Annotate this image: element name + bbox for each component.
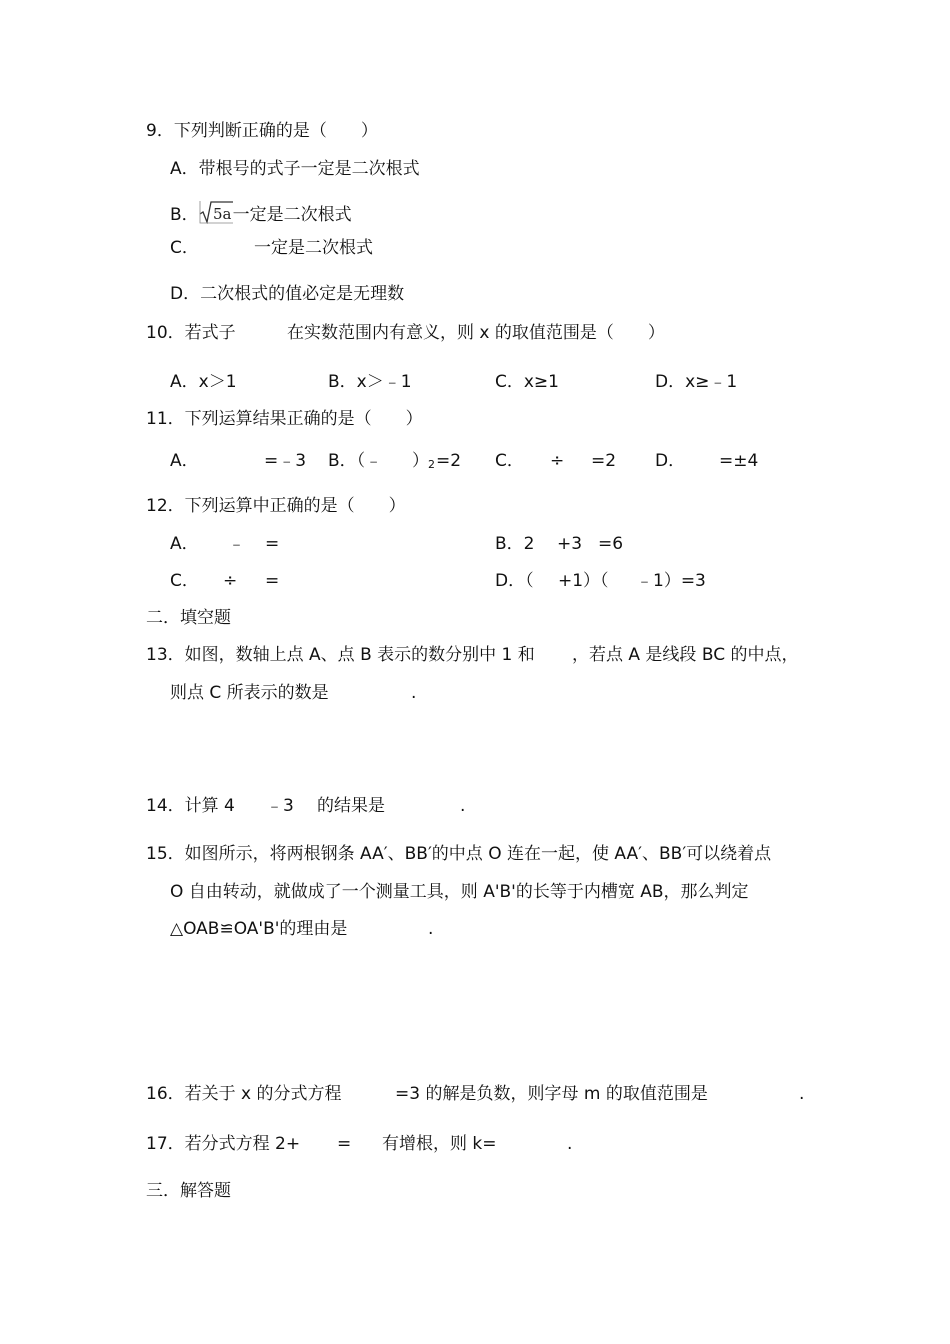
q12-option-d-start: D．（ [495, 571, 534, 591]
q12-option-a-label: A． [170, 534, 199, 554]
q9-option-c-text: 一定是二次根式 [254, 238, 373, 258]
q15-period: . [428, 919, 434, 939]
q12-stem: 12．下列运算中正确的是（ ） [146, 496, 406, 516]
q12-option-b-plus: +3 [557, 534, 583, 554]
q12-option-b-result: =6 [598, 534, 624, 554]
q14-minus-three: ﹣3 [266, 796, 294, 816]
q12-option-d-middle: +1）（ [558, 571, 609, 591]
q16-end: =3 的解是负数，则字母 m 的取值范围是 [395, 1084, 708, 1104]
q9-option-a: A．带根号的式子一定是二次根式 [170, 159, 420, 179]
q11-option-b-exponent: 2 [428, 458, 435, 471]
q10-option-b: B．x＞﹣1 [328, 372, 412, 392]
q9-option-c-label: C． [170, 238, 199, 258]
q10-option-d: D．x≥﹣1 [655, 372, 738, 392]
q13-period: . [411, 683, 417, 703]
q12-option-a-minus: ﹣ [228, 534, 245, 554]
q12-option-b-label: B．2 [495, 534, 535, 554]
section-answer-heading: 三．解答题 [146, 1181, 231, 1201]
q16-start: 16．若关于 x 的分式方程 [146, 1084, 342, 1104]
section-fill-in-heading: 二．填空题 [146, 608, 231, 628]
q14-period: . [460, 796, 466, 816]
q14-start: 14．计算 4 [146, 796, 235, 816]
q17-end: 有增根，则 k= [382, 1134, 497, 1154]
q17-period: . [567, 1134, 573, 1154]
q11-option-c-label: C． [495, 451, 524, 471]
q9-stem: 9．下列判断正确的是（ ） [146, 121, 378, 141]
q12-option-c-equals: = [265, 571, 280, 591]
q12-option-d-end: ﹣1）=3 [636, 571, 706, 591]
q11-option-a-label: A． [170, 451, 199, 471]
q9-option-b-text: 一定是二次根式 [232, 205, 352, 225]
q15-line3: △OAB≌OA'B'的理由是 [170, 919, 348, 939]
q11-option-c-result: =2 [591, 451, 617, 471]
q11-option-b-start: B．（﹣ [328, 451, 383, 471]
q9-option-b-label: B． [170, 205, 199, 225]
q10-option-c: C．x≥1 [495, 372, 559, 392]
q14-end: 的结果是 [317, 796, 385, 816]
q10-option-a: A．x＞1 [170, 372, 237, 392]
q13-line2: 则点 C 所表示的数是 [170, 683, 329, 703]
q16-period: . [799, 1084, 805, 1104]
q11-option-a-result: =﹣3 [264, 451, 307, 471]
q11-option-d-result: =±4 [719, 451, 759, 471]
q12-option-a-equals: = [265, 534, 280, 554]
q9-option-d: D．二次根式的值必定是无理数 [170, 284, 405, 304]
q12-option-c-label: C． [170, 571, 199, 591]
q11-option-b-paren: ） [412, 451, 429, 471]
q12-option-c-divide: ÷ [223, 571, 238, 591]
q17-equals: = [337, 1134, 352, 1154]
q10-stem-end: 在实数范围内有意义，则 x 的取值范围是（ ） [287, 323, 665, 343]
q13-line1-start: 13．如图，数轴上点 A、点 B 表示的数分别中 1 和 [146, 645, 535, 665]
q9-option-b [170, 196, 352, 226]
q11-option-d-label: D． [655, 451, 686, 471]
q11-stem: 11．下列运算结果正确的是（ ） [146, 409, 423, 429]
svg-text:5a: 5a [212, 205, 232, 223]
q15-line1: 15．如图所示，将两根钢条 AA′、BB′的中点 O 连在一起，使 AA′、BB′可以绕着点 [146, 844, 772, 864]
sqrt-5a-formula [199, 200, 233, 230]
q17-start: 17．若分式方程 2+ [146, 1134, 301, 1154]
q11-option-b-result: =2 [436, 451, 462, 471]
q13-line1-end: ，若点 A 是线段 BC 的中点， [572, 645, 799, 665]
q10-stem-start: 10．若式子 [146, 323, 236, 343]
q11-option-c-divide: ÷ [550, 451, 565, 471]
q15-line2: O 自由转动，就做成了一个测量工具，则 A'B'的长等于内槽宽 AB，那么判定 [170, 882, 749, 902]
